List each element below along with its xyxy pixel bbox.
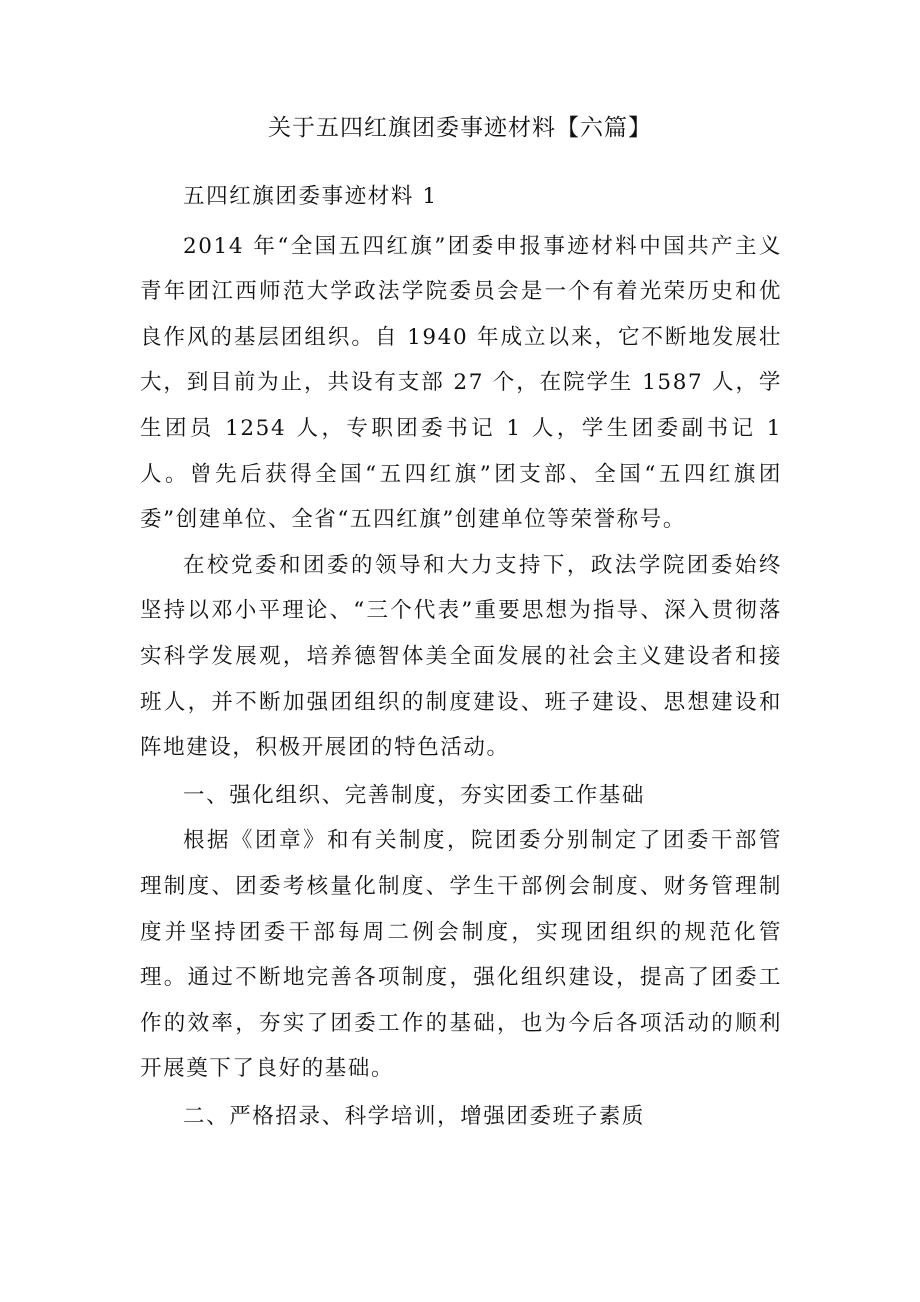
section-heading: 二、严格招录、科学培训，增强团委班子素质 bbox=[183, 1103, 646, 1129]
paragraph: 2014 年“全国五四红旗”团委申报事迹材料中国共产主义青年团江西师范大学政法学院委员会是一个有着光荣历史和优良作风的基层团组织。自 1940 年成立以来，它不断地发展壮大，到目前为止，共设有支部 27 个，在院学生 1587 人，学生团员 1254 人，专职团委书记 1 人，学生团委副书记 1 人。曾先后获得全国“五四红旗”团支部、全国“五四红旗团委”创建单位、全省“五四红旗”创建单位等荣誉称号。 bbox=[140, 233, 782, 533]
subheading: 五四红旗团委事迹材料 1 bbox=[183, 184, 438, 209]
paragraph: 在校党委和团委的领导和大力支持下，政法学院团委始终坚持以邓小平理论、“三个代表”重要思想为指导、深入贯彻落实科学发展观，培养德智体美全面发展的社会主义建设者和接班人，并不断加强团组织的制度建设、班子建设、思想建设和阵地建设，积极开展团的特色活动。 bbox=[140, 552, 782, 761]
document-title: 关于五四红旗团委事迹材料【六篇】 bbox=[268, 115, 652, 141]
section-heading: 一、强化组织、完善制度，夯实团委工作基础 bbox=[183, 782, 646, 808]
paragraph: 根据《团章》和有关制度，院团委分别制定了团委干部管理制度、团委考核量化制度、学生干部例会制度、财务管理制度并坚持团委干部每周二例会制度，实现团组织的规范化管理。通过不断地完善各项制度，强化组织建设，提高了团委工作的效率，夯实了团委工作的基础，也为今后各项活动的顺利开展奠下了良好的基础。 bbox=[140, 828, 782, 1082]
document-body bbox=[140, 174, 782, 1139]
